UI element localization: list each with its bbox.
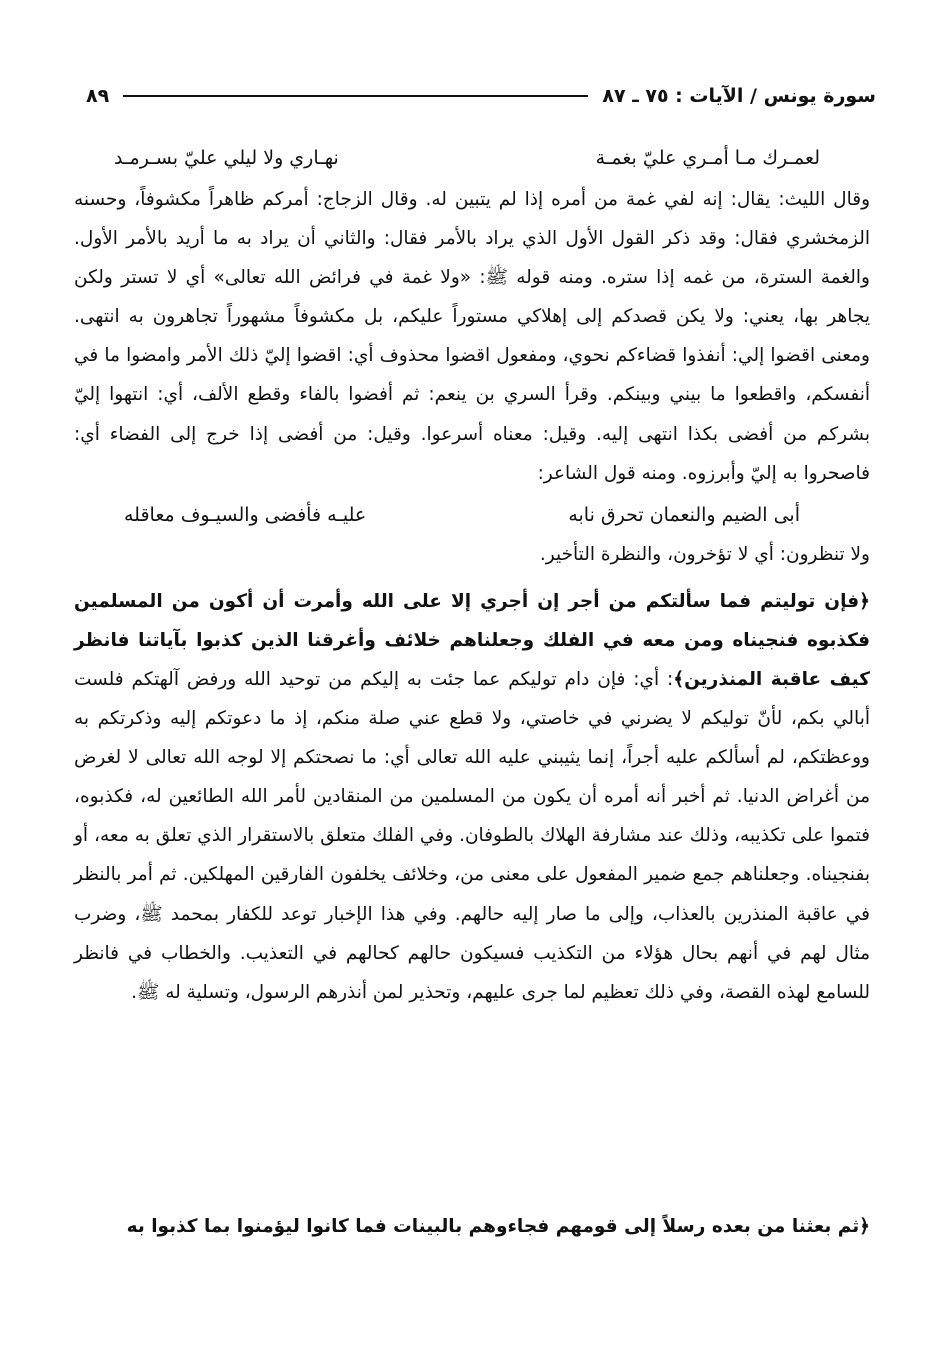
header-title: سورة يونس / الآيات : ٧٥ ـ ٨٧ (602, 85, 876, 107)
quran-verse-2: ﴿ثم بعثنا من بعده رسلاً إلى قومهم فجاءوهم بالبينات فما كانوا ليؤمنوا بما كذبوا به (126, 1216, 870, 1237)
poem2-second-hemistich: عليـه فأفضى والسيـوف معاقله (124, 503, 367, 526)
poem-line-2 (74, 495, 870, 535)
commentary-paragraph-2: : أي: فإن دام توليكم عما جئت به إليكم من توحيد الله ورفض آلهتكم فلست أبالي بكم، لأنّ توليكم لا يضرني في خاصتي، ولا قطع عني صلة منكم، إذ ما دعوتكم إليه وذكرتكم به ووعظتكم، لم أسألكم عليه أجراً، إنما يثيبني عليه الله تعالى أي: ما نصحتكم إلا لوجه الله تعالى لا لغرض من أغراض الدنيا. ثم أخبر أنه أمره أن يكون من المسلمين من المنقادين لأمر الله الطائعين له، فكذبوه، فتموا على تكذيبه، وذلك عند مشارفة الهلاك بالطوفان. وفي الفلك متعلق بالاستقرار الذي تعلق به معه، أو بفنجيناه. وجعلناهم جمع ضمير المفعول على معنى من، وخلائف يخلفون الفارقين المهلكين. ثم أمر بالنظر في عاقبة المنذرين بالعذاب، وإلى ما صار إليه حالهم. وفي هذا الإخبار توعد للكفار بمحمد ﷺ، وضرب مثال لهم في أنهم بحال هؤلاء من التكذيب فسيكون حالهم كحالهم في التعذيب. والخطاب في فانظر للسامع لهذه القصة، وفي ذلك تعظيم لما جرى عليهم، وتحذير لمن أنذرهم الرسول، وتسلية له ﷺ. (74, 668, 870, 1003)
line-after-poem: ولا تنظرون: أي لا تؤخرون، والنظرة التأخير. (539, 543, 870, 565)
running-header (86, 76, 876, 116)
page-number: ٨٩ (86, 85, 110, 107)
page-body (74, 138, 870, 1012)
header-rule (123, 95, 588, 97)
poem2-first-hemistich: أبى الضيم والنعمان تحرق نابه (568, 503, 800, 526)
quran-verse-1: ﴿فإن توليتم فما سألتكم من أجر إن أجري إلا على الله وأمرت أن أكون من المسلمين فكذبوه فنجيناه ومن معه في الفلك وجعلناهم خلائف وأغرقنا الذين كذبوا بآياتنا فانظر كيف عاقبة المنذرين﴾ (74, 590, 870, 690)
poem1-first-hemistich: لعمـرك مـا أمـري عليّ بغمـة (595, 147, 820, 169)
quran-passage-1 (74, 582, 870, 1012)
poem-line-1 (74, 138, 870, 178)
commentary-paragraph-1: وقال الليث: يقال: إنه لفي غمة من أمره إذا لم يتبين له. وقال الزجاج: أمركم ظاهراً مكشوفاً، وحسنه الزمخشري فقال: وقد ذكر القول الأول الذي يراد بالأمر فقال: والثاني أن يراد به ما أريد بالأمر الأول. والغمة السترة، من غمه إذا ستره. ومنه قوله ﷺ: «ولا غمة في فرائض الله تعالى» أي لا تستر ولكن يجاهر بها، يعني: ولا يكن قصدكم إلى إهلاكي مستوراً عليكم، بل مكشوفاً مشهوراً تجاهرون به انتهى. ومعنى اقضوا إلي: أنفذوا قضاءكم نحوي، ومفعول اقضوا محذوف أي: اقضوا إليّ ذلك الأمر وامضوا ما في أنفسكم، واقطعوا ما بيني وبينكم. وقرأ السري بن ينعم: ثم أفضوا بالفاء وقطع الألف، أي: انتهوا إليّ بشركم من أفضى بكذا انتهى إليه. وقيل: معناه أسرعوا. وقيل: من أفضى إذا خرج إلى الفضاء أي: فاصحروا به إليّ وأبرزوه. ومنه قول الشاعر: (74, 189, 870, 484)
poem1-second-hemistich: نهـاري ولا ليلي عليّ بسـرمـد (114, 147, 339, 169)
